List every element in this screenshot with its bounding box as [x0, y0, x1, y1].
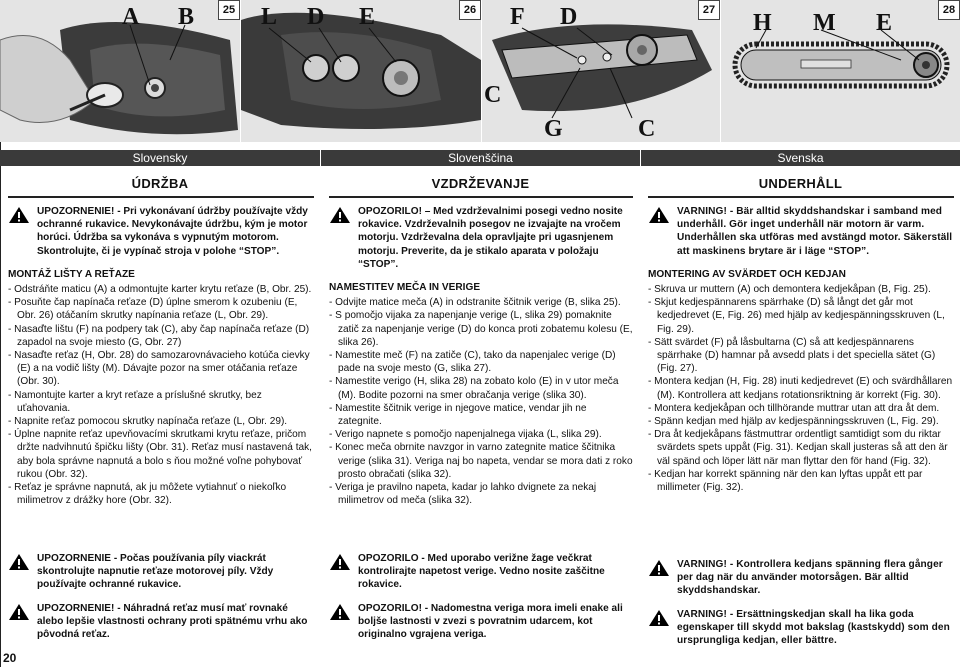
warning-block [329, 205, 633, 271]
fig-label-E: E [876, 10, 893, 36]
figure-25-illustration [0, 0, 240, 142]
column-slovenian [329, 205, 633, 507]
figure-28 [721, 0, 960, 142]
list-item: - Nasaďte reťaz (H, Obr. 28) do samozarovnávacieho kotúča cievky (E) a na vodič lišty (M). Dávajte pozor na smer otáčania reťaze (Obr. 30). [8, 350, 310, 388]
section-title-swedish: UNDERHÅLL [758, 176, 843, 191]
warning-text: UPOZORNENIE! - Náhradná reťaz musí mať rovnaké alebo lepšie vlastnosti ochrany proti spätnému vrhu ako pôvodná reťaz. [37, 602, 308, 641]
figure-number-26: 26 [459, 0, 481, 20]
warning-text: UPOZORNENIE - Počas používania píly viackrát skontrolujte napnutie reťaze motorovej píly. Vždy používajte ochranné rukavice. [37, 553, 274, 591]
column-swedish [648, 205, 954, 494]
warning-icon [8, 553, 30, 570]
warning-text: VARNING! - Kontrollera kedjans spänning flera gånger per dag när du använder motorsågen. Bär alltid skyddshandskar. [677, 559, 943, 597]
warning-text: VARNING! - Bär alltid skyddshandskar i samband med underhåll. Gör inget underhåll när motorn är varm. Underhållen ska utföras med avstängd motor. Säkerställ att maskinens brytare är i läge “STOP”. [677, 206, 953, 257]
warning-icon [648, 559, 670, 576]
left-margin-rule [0, 142, 1, 667]
list-item: - Kedjan har korrekt spänning när den kan lyftas uppåt ett par millimeter (Fig. 32). [648, 468, 923, 494]
column-slovenian-warnings [329, 552, 633, 651]
list-item: - Namestite ščitnik verige in njegove matice, vendar jih ne zategnite. [329, 402, 587, 428]
fig-label-D: D [560, 4, 578, 30]
list-item: - S pomočjo vijaka za napenjanje verige (L, slika 29) pomaknite zatič za napenjanje verige (D) do konca proti zobatemu kolesu (E, slika 26). [329, 310, 633, 348]
warning-block [648, 558, 954, 598]
fig-label-M: M [813, 10, 836, 36]
heading-rule-slovenian [329, 196, 633, 198]
list-item: - Montera kedjan (H, Fig. 28) inuti kedjedrevet (E) och svärdhållaren (M). Kontrollera att kedjans rotationsriktning är korrekt (Fig. 30). [648, 376, 953, 401]
fig-label-G: G [544, 116, 563, 142]
warning-text: OPOZORILO - Med uporabo verižne žage večkrat kontrolirajte napetost verige. Vedno nosite zaščitne rokavice. [358, 553, 605, 591]
warning-text: VARNING! - Ersättningskedjan skall ha lika goda egenskaper till skydd mot bakslag (kastskydd) som den ursprungliga kedjan, eller bättre. [677, 608, 950, 647]
figure-number-28: 28 [938, 0, 960, 20]
subheading: NAMESTITEV MEČA IN VERIGE [329, 282, 481, 294]
warning-icon [329, 206, 351, 223]
list-item: - Odstráňte maticu (A) a odmontujte karter krytu reťaze (B, Obr. 25). [8, 284, 312, 296]
list-item: - Veriga je pravilno napeta, kadar jo lahko dvignete za nekaj milimetrov od meča (slika 32). [329, 482, 597, 507]
fig-label-C: C [484, 82, 502, 108]
heading-rule-slovak [8, 196, 314, 198]
warning-text: UPOZORNENIE! - Pri vykonávaní údržby používajte vždy ochranné rukavice. Nevykonávajte údržbu, kým je motor horúci. Údržba sa vykonáva s vypnutým motorom. Skontrolujte, či je vypínač stroja v polohe “STOP”. [37, 206, 308, 257]
list-item: - Verigo napnete s pomočjo napenjalnega vijaka (L, slika 29). [329, 429, 602, 441]
warning-icon [329, 603, 351, 620]
list-item: - Posuňte čap napínača reťaze (D) úplne smerom k ozubeniu (E, Obr. 26) otáčaním skrutky napínania reťaze (L, Obr. 29). [8, 297, 298, 322]
warning-text: OPOZORILO! - Nadomestna veriga mora imeli enake ali boljše lastnosti v zvezi s povratnim udarcem, kot originalno vgrajena veriga. [358, 602, 623, 641]
list-item: - Namestite verigo (H, slika 28) na zobato kolo (E) in v utor meča (M). Bodite pozorni na smer obračanja verige (slika 30). [329, 376, 619, 401]
language-bar-slovak: Slovensky [0, 150, 320, 166]
column-swedish-warnings [648, 558, 954, 657]
heading-rule-swedish [648, 196, 954, 198]
fig-label-H: H [753, 10, 772, 36]
subheading: MONTERING AV SVÄRDET OCH KEDJAN [648, 268, 846, 280]
list-item: - Reťaz je správne napnutá, ak ju môžete vytiahnuť o niekoľko milimetrov z drážky hore (Obr. 32). [8, 482, 287, 507]
list-item: - Úplne napnite reťaz upevňovacími skrutkami krytu reťaze, pričom držte nadvihnutú špičku lišty (Obr. 31). Reťaz musí nastavená tak, aby bola správne napnutá a bolo s ňou možné voľne pohybovať rukou (Obr. 32). [8, 429, 312, 480]
warning-text: OPOZORILO! – Med vzdrževalnimi posegi vedno nosite rokavice. Vzdrževalnih posegov ne izvajajte na vročem motorju. Vzdrževalna dela opravljajte pri ugasnjenem motorju. Preverite, da je stikalo aparata v položaju “STOP”. [358, 206, 623, 270]
figure-25 [0, 0, 240, 142]
section-title-slovenian: VZDRŽEVANJE [431, 176, 530, 191]
subheading: MONTÁŽ LIŠTY A REŤAZE [8, 268, 135, 280]
page-number: 20 [3, 651, 17, 665]
figure-number-25: 25 [218, 0, 240, 20]
section-title-slovak: ÚDRŽBA [131, 176, 189, 191]
column-slovak [8, 205, 314, 507]
list-item: - Skruva ur muttern (A) och demontera kedjekåpan (B, Fig. 25). [648, 284, 931, 296]
list-item: - Namestite meč (F) na zatiče (C), tako da napenjalec verige (D) pade na svoje mesto (G, slika 27). [329, 350, 616, 375]
fig-label-A: A [122, 4, 140, 30]
figure-number-27: 27 [698, 0, 720, 20]
language-bar-swedish: Svenska [641, 150, 960, 166]
list-item: - Montera kedjekåpan och tillhörande muttrar utan att dra åt dem. [648, 402, 940, 414]
fig-label-E: E [359, 4, 376, 30]
warning-block [8, 552, 314, 592]
warning-block [329, 552, 633, 592]
figure-26 [241, 0, 481, 142]
list-item: - Dra åt kedjekåpans fästmuttrar ordentligt samtidigt som du riktar svärdets spets uppåt (Fig. 31). Kedjan skall justeras så att den är väl spänd och löper lätt när man flyttar den för hand (Fig. 32). [648, 429, 948, 467]
list-item: - Napnite reťaz pomocou skrutky napínača reťaze (L, Obr. 29). [8, 416, 288, 428]
warning-block [648, 205, 954, 258]
fig-label-C: C [638, 116, 656, 142]
warning-icon [8, 206, 30, 223]
figure-27 [482, 0, 720, 142]
list-item: - Nasaďte lištu (F) na podpery tak (C), aby čap napínača reťaze (D) zapadol na svoje miesto (G, Obr. 27) [8, 323, 310, 348]
list-item: - Skjut kedjespännarens spärrhake (D) så långt det går mot kedjedrevet (E, Fig. 26) med hjälp av kedjespänningsskruven (L, Fig. 29). [648, 297, 945, 335]
warning-block [8, 205, 314, 258]
warning-icon [329, 553, 351, 570]
list-item: - Spänn kedjan med hjälp av kedjespänningsskruven (L, Fig. 29). [648, 416, 939, 428]
fig-label-D: D [307, 4, 325, 30]
warning-block [8, 602, 314, 642]
list-item: - Konec meča obrnite navzgor in varno zategnite matice ščitnika verige (slika 31). Veriga naj bo napeta, vendar se mora dati z roko prosto obračati (slika 32). [329, 442, 633, 480]
list-item: - Namontujte karter a kryt reťaze a príslušné skrutky, bez uťahovania. [8, 389, 262, 414]
language-bar-slovenian: Slovenščina [321, 150, 640, 166]
fig-label-B: B [178, 4, 195, 30]
fig-label-L: L [261, 4, 278, 30]
warning-icon [648, 206, 670, 223]
list-item: - Sätt svärdet (F) på låsbultarna (C) så att kedjespännarens spärrhake (D) hamnar på avsedd plats i det speciella sätet (G) (Fig. 27). [648, 336, 936, 375]
column-slovak-warnings [8, 552, 314, 651]
warning-block [329, 602, 633, 642]
list-item: - Odvijte matice meča (A) in odstranite ščitnik verige (B, slika 25). [329, 297, 621, 309]
warning-icon [648, 609, 670, 626]
warning-icon [8, 603, 30, 620]
fig-label-F: F [510, 4, 525, 30]
warning-block [648, 608, 954, 648]
